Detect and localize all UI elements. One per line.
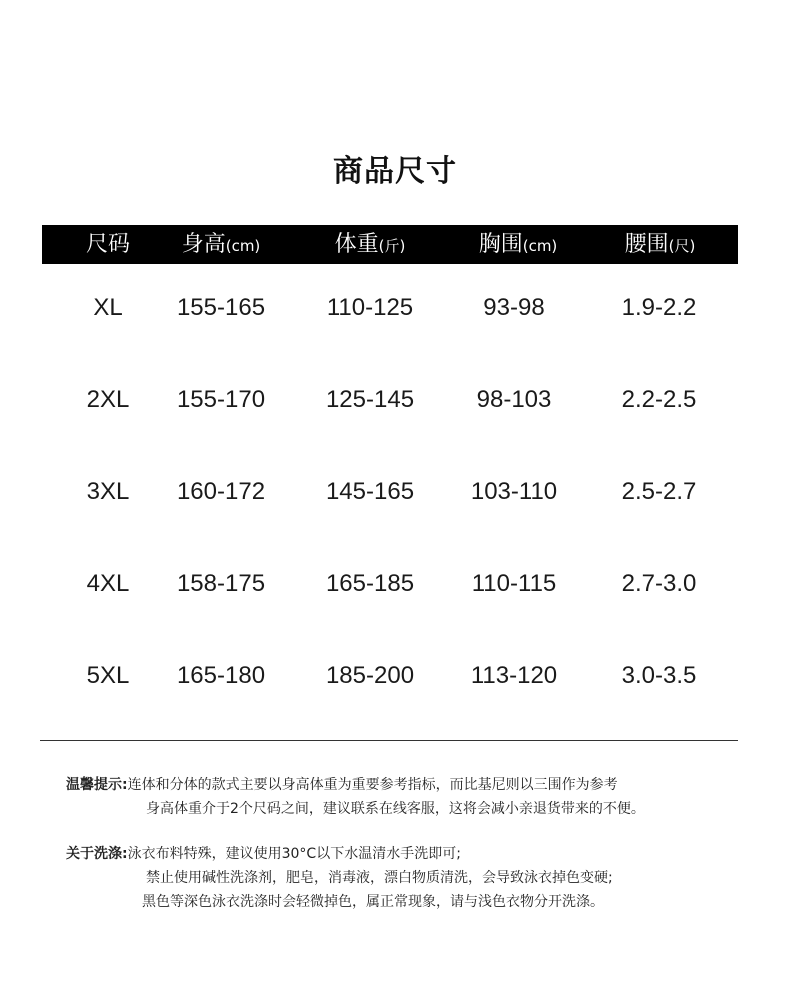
cell-weight: 110-125 <box>326 294 414 321</box>
cell-chest: 103-110 <box>470 478 558 505</box>
cell-weight: 125-145 <box>325 386 415 413</box>
cell-size: 2XL <box>86 386 130 413</box>
table-row <box>0 380 790 420</box>
washing-text-1: 泳衣布料特殊，建议使用30°C以下水温清水手洗即可; <box>127 846 461 862</box>
cell-waist: 3.0-3.5 <box>621 662 697 689</box>
cell-waist: 2.5-2.7 <box>621 478 697 505</box>
header-waist-unit: (尺) <box>668 237 696 255</box>
header-chest-label: 胸围 <box>478 232 523 257</box>
cell-weight: 165-185 <box>325 570 415 597</box>
header-height-unit: (cm) <box>225 237 261 255</box>
tips-label: 温馨提示: <box>66 777 128 793</box>
cell-height: 158-175 <box>176 570 266 597</box>
header-size <box>86 225 130 264</box>
cell-chest: 93-98 <box>483 294 545 321</box>
cell-weight: 145-165 <box>325 478 415 505</box>
header-waist <box>625 225 696 264</box>
cell-chest: 110-115 <box>471 570 557 597</box>
cell-chest: 113-120 <box>470 662 558 689</box>
washing-text-2: 禁止使用碱性洗涤剂，肥皂，消毒液，漂白物质清洗，会导致泳衣掉色变硬; <box>146 870 613 886</box>
cell-waist: 2.2-2.5 <box>621 386 697 413</box>
cell-height: 165-180 <box>176 662 266 689</box>
cell-size: 4XL <box>86 570 130 597</box>
table-row <box>0 564 790 604</box>
cell-height: 155-170 <box>176 386 266 413</box>
cell-size: 5XL <box>86 662 130 689</box>
washing-text-3: 黑色等深色泳衣洗涤时会轻微掉色，属正常现象，请与浅色衣物分开洗涤。 <box>142 894 604 910</box>
header-chest <box>479 225 558 264</box>
table-row <box>0 656 790 696</box>
washing-label: 关于洗涤: <box>66 846 128 862</box>
cell-weight: 185-200 <box>325 662 415 689</box>
page-title: 商品尺寸 <box>333 154 457 189</box>
tips-text-2: 身高体重介于2个尺码之间，建议联系在线客服，这将会减小亲退货带来的不便。 <box>146 801 645 817</box>
header-height-label: 身高 <box>181 232 226 257</box>
table-row <box>0 288 790 328</box>
tips-text-1: 连体和分体的款式主要以身高体重为重要参考指标，而比基尼则以三围作为参考 <box>127 777 618 793</box>
cell-waist: 2.7-3.0 <box>621 570 697 597</box>
table-header <box>42 225 738 264</box>
cell-waist: 1.9-2.2 <box>621 294 697 321</box>
header-waist-label: 腰围 <box>624 232 669 257</box>
tips-line-1 <box>66 775 618 795</box>
cell-height: 160-172 <box>176 478 266 505</box>
header-weight-unit: (斤) <box>378 237 406 255</box>
cell-size: XL <box>93 294 123 321</box>
header-weight-label: 体重 <box>334 232 379 257</box>
header-size-label: 尺码 <box>85 232 131 257</box>
header-chest-unit: (cm) <box>522 237 558 255</box>
table-row <box>0 472 790 512</box>
cell-height: 155-165 <box>176 294 266 321</box>
header-weight <box>335 225 406 264</box>
washing-line-1 <box>66 844 461 864</box>
cell-chest: 98-103 <box>476 386 552 413</box>
cell-size: 3XL <box>86 478 130 505</box>
divider <box>40 740 738 741</box>
header-height <box>182 225 261 264</box>
